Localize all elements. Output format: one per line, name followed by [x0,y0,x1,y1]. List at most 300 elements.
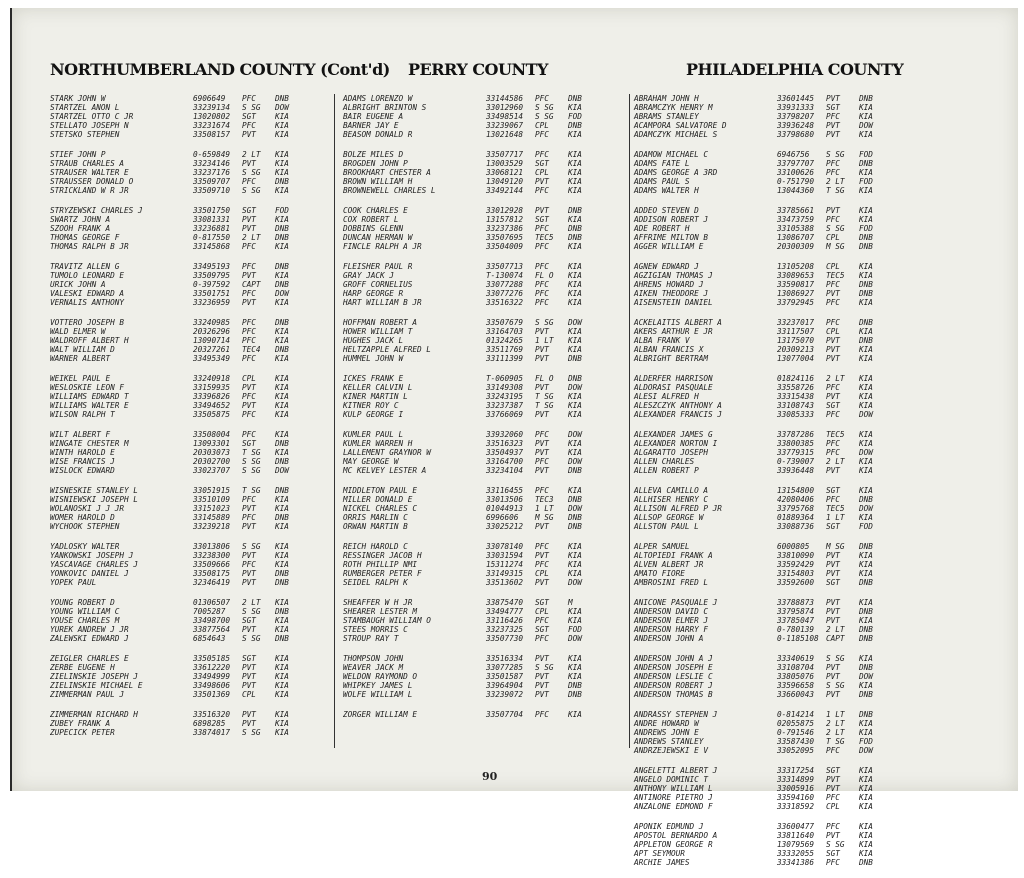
record-status: DNB [859,542,873,551]
record-name: THOMAS GEORGE F [50,233,120,242]
record-rank: PVT [242,672,256,681]
record-name: ACAMPORA SALVATORE D [634,121,727,130]
record-name: WINGATE CHESTER M [50,439,129,448]
record-rank: PVT [535,672,549,681]
record-rank: TEC5 [826,271,845,280]
record-status: FOD [859,177,873,186]
record-rank: TEC5 [535,233,554,242]
record-service-number: 33145868 [193,242,231,251]
record-service-number: 33875470 [486,598,524,607]
record-status: DNB [859,607,873,616]
record-service-number: 33077285 [486,663,524,672]
record-status: DNB [859,690,873,699]
record-rank: PVT [242,271,256,280]
record-status: DNB [859,495,873,504]
record-status: DOW [568,457,582,466]
record-status: KIA [568,672,582,681]
record-rank: PVT [826,354,840,363]
record-status: KIA [275,186,289,195]
column-divider [334,94,335,748]
record-service-number: 33766069 [486,410,524,419]
record-status: KIA [859,112,873,121]
record-name: URICK JOHN A [50,280,106,289]
record-status: KIA [859,383,873,392]
record-rank: S SG [242,186,261,195]
record-rank: PFC [242,177,256,186]
record-name: MC KELVEY LESTER A [343,466,427,475]
record-status: KIA [275,168,289,177]
record-rank: 2 LT [826,728,845,737]
record-service-number: 33494652 [193,401,231,410]
record-rank: PVT [826,392,840,401]
record-rank: 1 LT [535,336,554,345]
record-status: KIA [859,466,873,475]
record-rank: FL O [535,271,554,280]
record-name: FLEISHER PAUL R [343,262,413,271]
record-rank: PFC [242,513,256,522]
record-name: ALBRIGHT BERTRAM [634,354,709,363]
record-service-number: 0-739007 [777,457,815,466]
record-name: ADAMS WALTER H [634,186,699,195]
record-status: DNB [275,345,289,354]
record-status: FOD [859,224,873,233]
record-service-number: 01324265 [486,336,524,345]
record-service-number: 01889364 [777,513,815,522]
record-rank: PFC [826,168,840,177]
record-status: KIA [568,401,582,410]
record-service-number: 33511769 [486,345,524,354]
record-service-number: 33234104 [486,466,524,475]
record-service-number: 33788873 [777,598,815,607]
record-service-number: 33558726 [777,383,815,392]
record-status: KIA [859,298,873,307]
record-status: FOD [568,112,582,121]
record-name: ANGELO DOMINIC T [634,775,709,784]
record-rank: PVT [826,94,840,103]
record-status: KIA [859,354,873,363]
record-status: DNB [275,177,289,186]
record-service-number: 33237325 [486,625,524,634]
record-name: STELLATO JOSEPH N [50,121,129,130]
record-status: KIA [859,831,873,840]
record-name: ANDERSON ROBERT J [634,681,713,690]
record-status: KIA [859,168,873,177]
record-service-number: 33509666 [193,560,231,569]
record-name: BROOKHART CHESTER A [343,168,431,177]
record-name: STEES MORRIS C [343,625,408,634]
record-rank: PVT [826,345,840,354]
record-name: NICKEL CHARLES C [343,504,418,513]
record-service-number: 33594160 [777,793,815,802]
record-status: KIA [568,298,582,307]
record-status: DNB [275,318,289,327]
record-status: KIA [859,401,873,410]
record-status: KIA [568,392,582,401]
record-rank: PFC [535,616,549,625]
record-name: ZIMMERMAN RICHARD H [50,710,138,719]
record-rank: 1 LT [826,710,845,719]
record-name: TRAVITZ ALLEN G [50,262,120,271]
record-status: KIA [275,495,289,504]
record-status: DNB [568,354,582,363]
record-name: BAIR EUGENE A [343,112,404,121]
record-rank: PFC [535,560,549,569]
record-rank: PFC [242,354,256,363]
record-service-number: 33587430 [777,737,815,746]
record-rank: 1 LT [535,504,554,513]
record-rank: PVT [826,607,840,616]
record-rank: 1 LT [826,513,845,522]
record-service-number: 33031594 [486,551,524,560]
header-philadelphia: PHILADELPHIA COUNTY [686,60,904,79]
record-name: WILLIAMS EDWARD T [50,392,129,401]
record-status: KIA [859,784,873,793]
record-service-number: 33314899 [777,775,815,784]
record-name: STAMBAUGH WILLIAM O [343,616,431,625]
record-name: BROWNEWELL CHARLES L [343,186,436,195]
record-rank: PVT [535,551,549,560]
record-status: KIA [275,542,289,551]
record-rank: PVT [535,345,549,354]
record-status: DNB [859,94,873,103]
record-rank: 2 LT [826,177,845,186]
record-name: ALVEN ALBERT JR [634,560,704,569]
record-service-number: 7005287 [193,607,226,616]
record-rank: CAPT [242,280,261,289]
record-name: YADLOSKY WALTER [50,542,120,551]
record-rank: CPL [535,569,549,578]
record-name: ALESI ALFRED H [634,392,699,401]
record-rank: PVT [826,569,840,578]
record-rank: PVT [535,522,549,531]
record-service-number: 0-397592 [193,280,231,289]
record-status: KIA [275,728,289,737]
record-service-number: 33081331 [193,215,231,224]
record-rank: PVT [535,578,549,587]
record-rank: PFC [826,215,840,224]
record-status: DNB [275,94,289,103]
record-name: ZIELINSKIE MICHAEL E [50,681,143,690]
record-name: ALDERFER HARRISON [634,374,713,383]
record-name: ANICONE PASQUALE J [634,598,718,607]
record-status: KIA [859,616,873,625]
record-service-number: 33239067 [486,121,524,130]
record-service-number: 33660043 [777,690,815,699]
record-rank: PFC [535,224,549,233]
record-service-number: 33492144 [486,186,524,195]
record-status: KIA [568,663,582,672]
record-name: STARTZEL OTTO C JR [50,112,134,121]
record-status: KIA [859,802,873,811]
record-rank: PFC [242,94,256,103]
record-name: BROGDEN JOHN P [343,159,408,168]
record-name: ALBAN FRANCIS X [634,345,704,354]
header-perry: PERRY COUNTY [408,60,548,79]
record-status: KIA [275,710,289,719]
record-status: KIA [568,242,582,251]
record-rank: SGT [826,103,840,112]
record-rank: SGT [826,486,840,495]
record-service-number: 20327261 [193,345,231,354]
record-name: ANGELETTI ALBERT J [634,766,718,775]
record-status: KIA [275,298,289,307]
record-service-number: 33516323 [486,439,524,448]
record-service-number: 33501751 [193,289,231,298]
record-rank: PFC [535,710,549,719]
record-service-number: 33810090 [777,551,815,560]
record-status: DNB [568,495,582,504]
record-service-number: 0-791546 [777,728,815,737]
record-status: KIA [568,410,582,419]
record-service-number: 33787286 [777,430,815,439]
record-status: KIA [275,690,289,699]
record-service-number: 13090714 [193,336,231,345]
record-status: KIA [275,430,289,439]
record-rank: PFC [535,262,549,271]
record-service-number: 33600477 [777,822,815,831]
record-name: BEASOM DONALD R [343,130,413,139]
record-service-number: 33513602 [486,578,524,587]
record-status: KIA [859,822,873,831]
record-service-number: 33231674 [193,121,231,130]
record-service-number: 33164700 [486,457,524,466]
record-rank: PVT [826,663,840,672]
record-rank: S SG [242,168,261,177]
record-service-number: 6906649 [193,94,226,103]
record-service-number: 33498514 [486,112,524,121]
record-service-number: 33792945 [777,298,815,307]
record-name: HUMMEL JOHN W [343,354,404,363]
record-service-number: 33507730 [486,634,524,643]
record-rank: PFC [242,121,256,130]
record-status: KIA [859,215,873,224]
record-rank: PFC [535,130,549,139]
record-rank: PVT [826,784,840,793]
record-name: ANDERSON JOHN A [634,634,704,643]
record-service-number: 13021648 [486,130,524,139]
record-status: KIA [859,457,873,466]
record-service-number: 33100626 [777,168,815,177]
record-service-number: 33505875 [193,410,231,419]
record-name: KUMLER PAUL L [343,430,404,439]
record-name: ADDISON ROBERT J [634,215,709,224]
record-service-number: 33237176 [193,168,231,177]
record-service-number: 0-659849 [193,150,231,159]
record-status: KIA [568,262,582,271]
record-status: KIA [275,327,289,336]
record-rank: PVT [242,569,256,578]
record-name: WESLOSKIE LEON F [50,383,125,392]
record-name: VERNALIS ANTHONY [50,298,125,307]
record-name: YOUSE CHARLES M [50,616,120,625]
record-status: KIA [275,681,289,690]
record-name: ALDORASI PASQUALE [634,383,713,392]
record-name: LALLEMENT GRAYNOR W [343,448,431,457]
record-rank: PVT [826,598,840,607]
record-rank: PVT [535,383,549,392]
record-name: ANDERSON JOSEPH E [634,663,713,672]
record-name: WALDROFF ALBERT H [50,336,129,345]
record-name: STRAUB CHARLES A [50,159,125,168]
record-rank: PVT [242,578,256,587]
record-service-number: 33154803 [777,569,815,578]
record-status: DOW [275,466,289,475]
record-status: DNB [275,486,289,495]
record-service-number: 33507713 [486,262,524,271]
record-name: WISE FRANCIS J [50,457,115,466]
record-service-number: 33507717 [486,150,524,159]
record-status: DNB [859,634,873,643]
record-service-number: 33243195 [486,392,524,401]
record-status: KIA [568,607,582,616]
record-rank: PFC [535,150,549,159]
record-rank: PFC [242,392,256,401]
record-service-number: 13044360 [777,186,815,195]
record-service-number: 33077276 [486,289,524,298]
record-status: KIA [859,681,873,690]
record-service-number: 20303073 [193,448,231,457]
column-divider [629,94,630,748]
record-service-number: 33508004 [193,430,231,439]
record-name: THOMPSON JOHN [343,654,404,663]
record-name: REICH HAROLD C [343,542,408,551]
record-name: ALLSOP GEORGE W [634,513,704,522]
record-rank: S SG [242,728,261,737]
record-status: KIA [859,775,873,784]
record-status: KIA [859,551,873,560]
record-rank: PVT [242,681,256,690]
record-service-number: 33052095 [777,746,815,755]
record-status: DNB [859,280,873,289]
record-service-number: 33144586 [486,94,524,103]
record-name: BOLZE MILES D [343,150,404,159]
record-service-number: 33494999 [193,672,231,681]
record-name: STROUP RAY T [343,634,399,643]
page [10,8,1018,867]
record-rank: PVT [242,215,256,224]
record-name: APOSTOL BERNARDO A [634,831,718,840]
record-service-number: 33501750 [193,206,231,215]
record-rank: PFC [826,495,840,504]
record-name: WOLANOSKI J J JR [50,504,125,513]
record-name: ALBA FRANK V [634,336,690,345]
record-status: DOW [568,578,582,587]
record-rank: PVT [242,130,256,139]
record-rank: S SG [242,607,261,616]
record-name: WOMER HAROLD D [50,513,115,522]
record-service-number: 0-814214 [777,710,815,719]
record-rank: PFC [242,495,256,504]
record-status: DNB [859,336,873,345]
record-service-number: 33111399 [486,354,524,363]
record-name: WEAVER JACK M [343,663,404,672]
record-service-number: 33931333 [777,103,815,112]
record-status: DOW [568,318,582,327]
record-service-number: 13157812 [486,215,524,224]
record-service-number: 33498700 [193,616,231,625]
record-rank: S SG [242,542,261,551]
record-rank: PFC [535,542,549,551]
record-name: WISLOCK EDWARD [50,466,115,475]
record-name: WILSON RALPH T [50,410,115,419]
record-rank: PVT [242,401,256,410]
record-rank: S SG [535,318,554,327]
record-name: ROTH PHILLIP NMI [343,560,418,569]
record-status: KIA [275,150,289,159]
record-status: KIA [568,551,582,560]
record-service-number: 33964904 [486,681,524,690]
record-status: FOD [859,522,873,531]
record-status: KIA [859,513,873,522]
record-name: ANDERSON JOHN A J [634,654,713,663]
record-name: ALBRIGHT BRINTON S [343,103,427,112]
record-status: DOW [568,430,582,439]
record-service-number: 33151023 [193,504,231,513]
record-service-number: 20300309 [777,242,815,251]
record-status: KIA [859,766,873,775]
record-status: DNB [859,578,873,587]
record-rank: PVT [242,224,256,233]
record-status: FOD [859,150,873,159]
record-service-number: 33085333 [777,410,815,419]
record-name: APT SEYMOUR [634,849,685,858]
record-rank: T SG [535,401,554,410]
record-name: AKERS ARTHUR E JR [634,327,713,336]
record-name: AGGER WILLIAM E [634,242,704,251]
record-service-number: 33508157 [193,130,231,139]
record-status: KIA [568,130,582,139]
record-service-number: 33105388 [777,224,815,233]
record-service-number: 33149315 [486,569,524,578]
record-rank: 2 LT [826,374,845,383]
record-name: ANDERSON DAVID C [634,607,709,616]
record-name: BARNER JAY E [343,121,399,130]
record-rank: PFC [242,430,256,439]
record-name: SZOOH FRANK A [50,224,111,233]
record-name: ALLSTON PAUL L [634,522,699,531]
record-rank: FL O [535,374,554,383]
record-service-number: 33509710 [193,186,231,195]
record-name: SEIDEL RALPH K [343,578,408,587]
record-name: ANTHONY WILLIAM L [634,784,713,793]
record-status: KIA [568,186,582,195]
record-status: DOW [568,383,582,392]
record-rank: TEC3 [535,495,554,504]
record-status: DNB [568,206,582,215]
record-name: HARP GEORGE R [343,289,404,298]
record-status: DOW [859,504,873,513]
record-rank: SGT [535,215,549,224]
record-rank: PFC [826,280,840,289]
record-rank: S SG [242,634,261,643]
record-rank: PVT [535,177,549,186]
record-status: KIA [859,728,873,737]
record-name: ANDREWS JOHN E [634,728,699,737]
record-status: KIA [275,654,289,663]
record-status: KIA [568,159,582,168]
record-status: DNB [275,578,289,587]
record-service-number: 33108743 [777,401,815,410]
record-rank: CPL [535,607,549,616]
record-status: KIA [568,327,582,336]
record-status: KIA [275,410,289,419]
record-service-number: 33811640 [777,831,815,840]
record-rank: PVT [826,289,840,298]
record-service-number: 13079569 [777,840,815,849]
record-rank: S SG [242,457,261,466]
record-rank: PFC [826,858,840,867]
record-service-number: 13086927 [777,289,815,298]
